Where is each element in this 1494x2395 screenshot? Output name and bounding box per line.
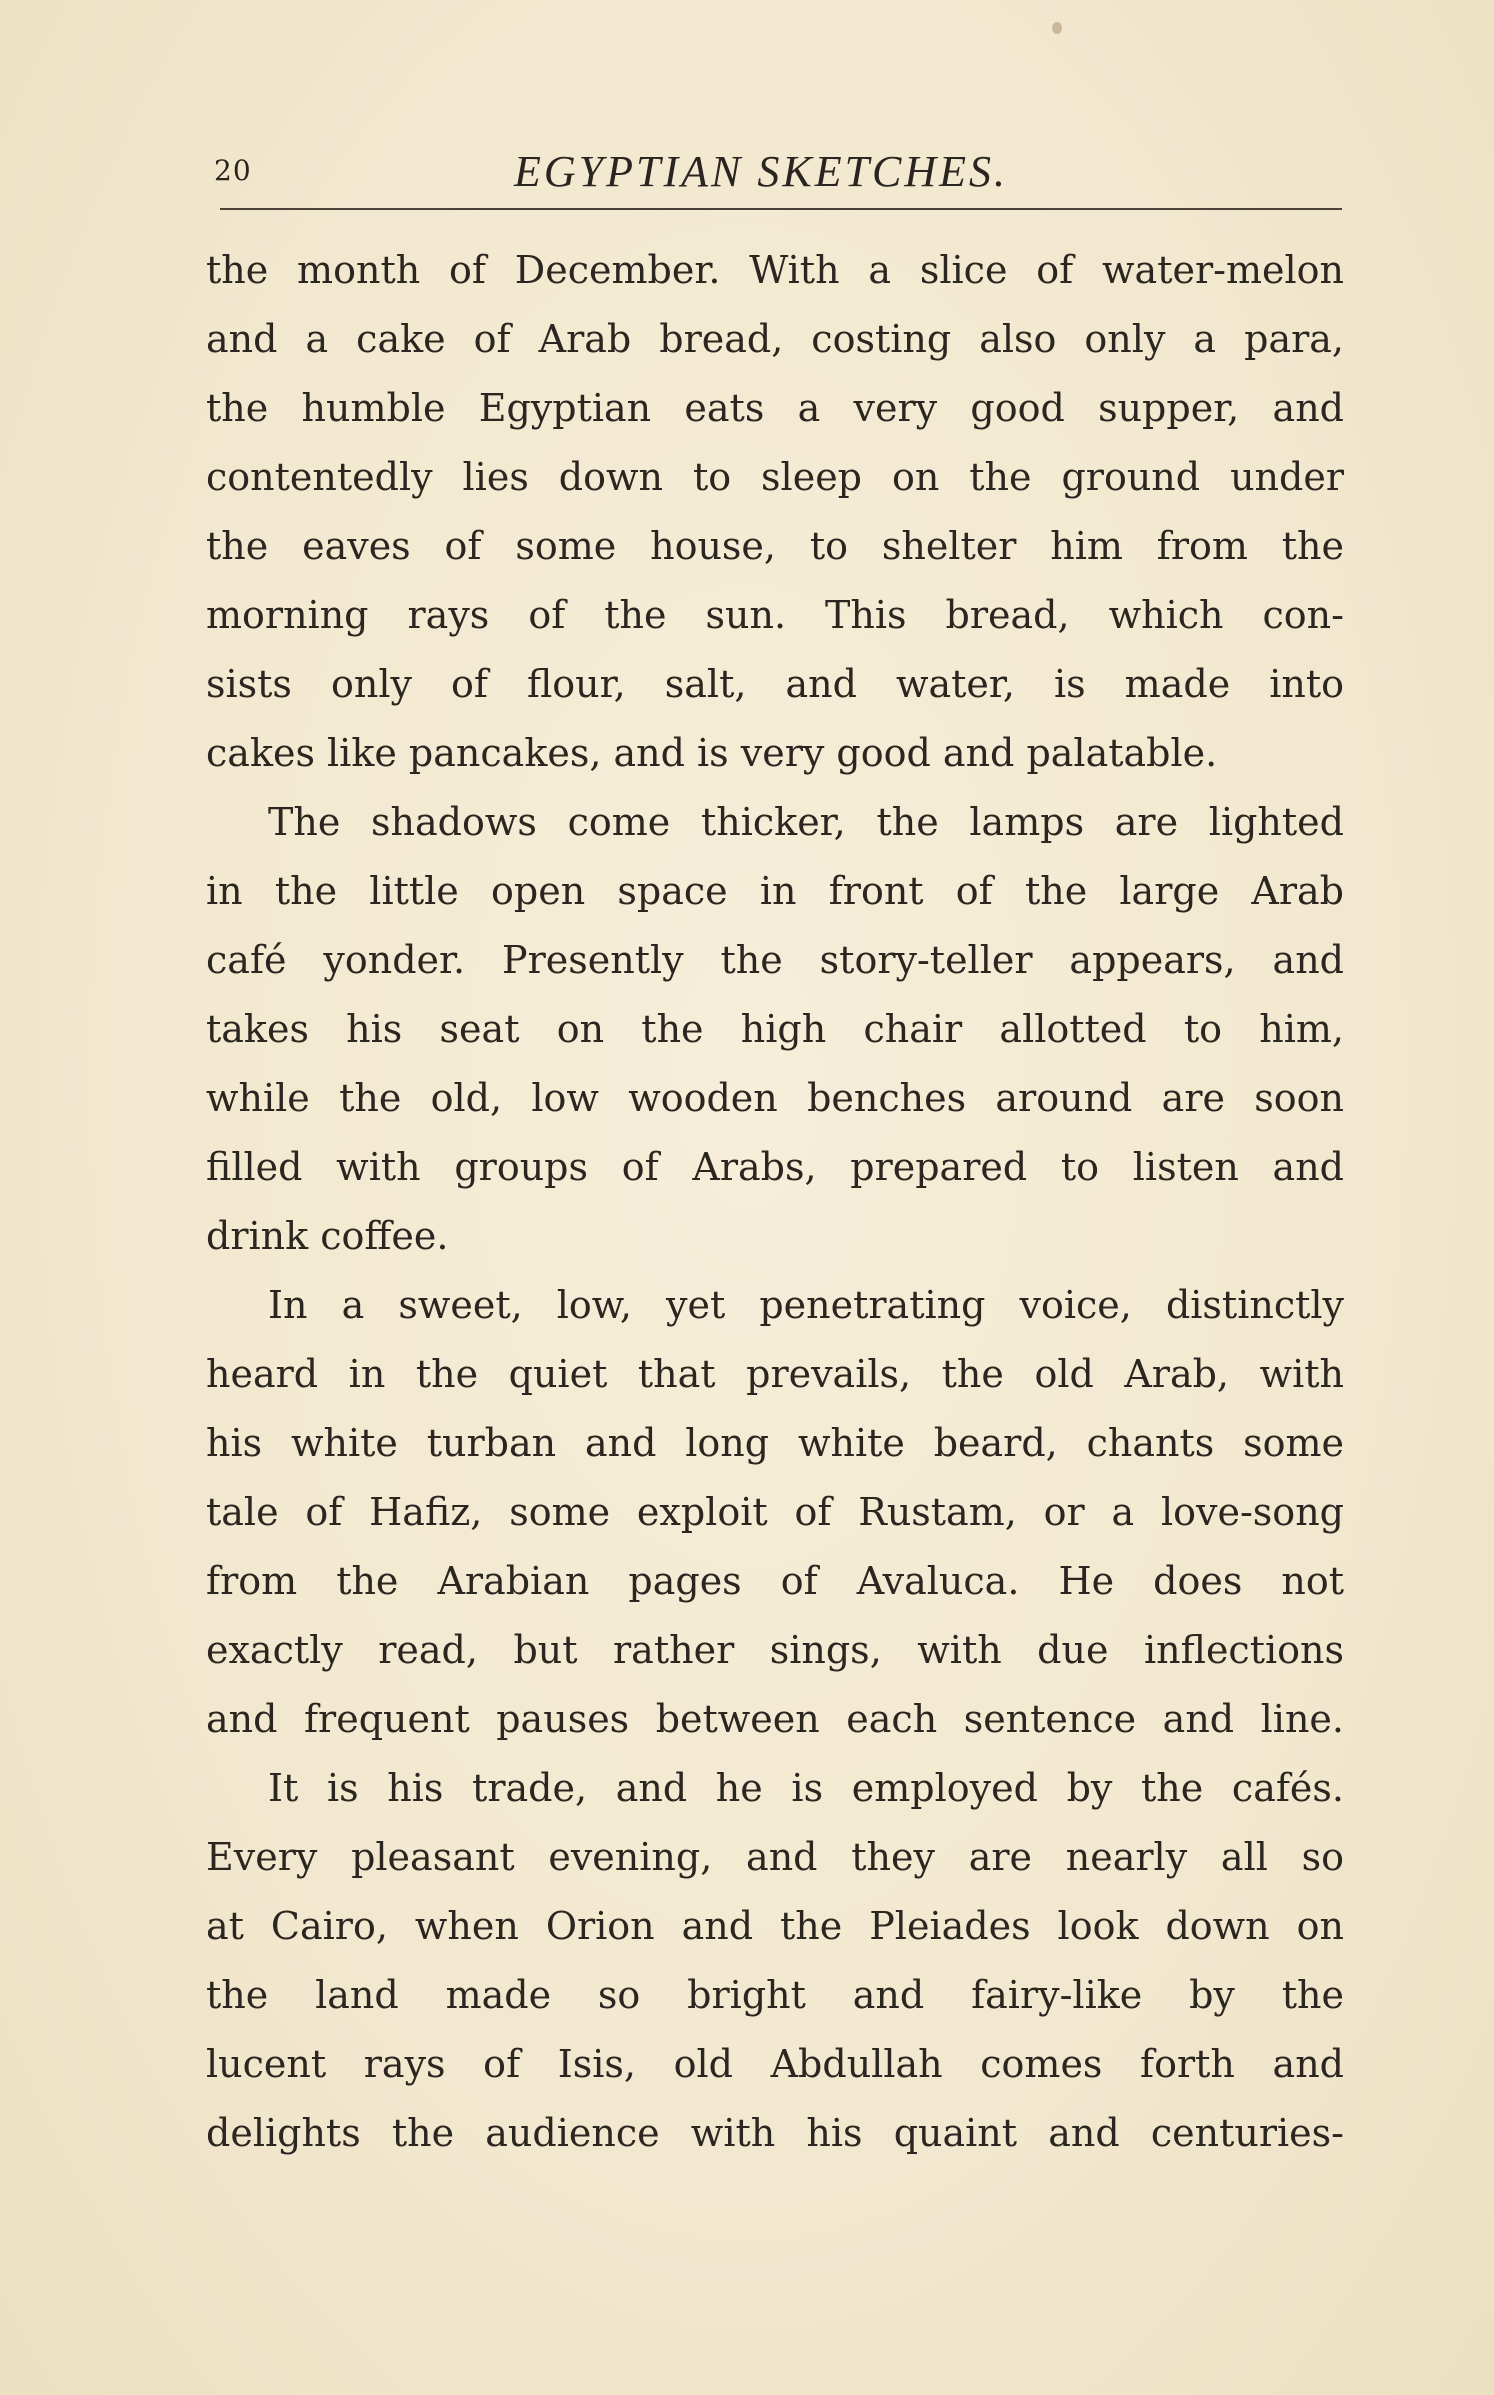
page-header [214, 146, 1340, 206]
text-line: the eaves of some house, to shelter him from the [206, 524, 1344, 568]
text-line: drink coffee. [206, 1214, 449, 1258]
text-line: at Cairo, when Orion and the Pleiades look down on [206, 1904, 1344, 1948]
text-line: and a cake of Arab bread, costing also only a para, [206, 317, 1344, 361]
text-line: from the Arabian pages of Avaluca. He does not [206, 1559, 1344, 1603]
text-line: exactly read, but rather sings, with due inflections [206, 1628, 1344, 1672]
text-line: cakes like pancakes, and is very good and palatable. [206, 731, 1218, 775]
text-line: Every pleasant evening, and they are nearly all so [206, 1835, 1344, 1879]
text-line: and frequent pauses between each sentence and line. [206, 1697, 1344, 1741]
text-line: It is his trade, and he is employed by the cafés. [268, 1766, 1344, 1810]
text-line: the land made so bright and fairy-like by the [206, 1973, 1344, 2017]
body-text [206, 236, 1344, 2168]
text-line: delights the audience with his quaint and centuries- [206, 2111, 1344, 2155]
text-line: the humble Egyptian eats a very good supper, and [206, 386, 1344, 430]
text-line: In a sweet, low, yet penetrating voice, distinctly [268, 1283, 1344, 1327]
text-line: lucent rays of Isis, old Abdullah comes forth and [206, 2042, 1344, 2086]
text-line: filled with groups of Arabs, prepared to listen and [206, 1145, 1344, 1189]
text-line: The shadows come thicker, the lamps are lighted [268, 800, 1344, 844]
text-line: heard in the quiet that prevails, the old Arab, with [206, 1352, 1344, 1396]
page-number: 20 [214, 154, 252, 187]
text-line: his white turban and long white beard, chants some [206, 1421, 1344, 1465]
paper-speck [1052, 22, 1062, 34]
text-line: in the little open space in front of the large Arab [206, 869, 1344, 913]
text-line: takes his seat on the high chair allotted to him, [206, 1007, 1344, 1051]
text-line: the month of December. With a slice of water-melon [206, 248, 1344, 292]
text-line: while the old, low wooden benches around are soon [206, 1076, 1344, 1120]
running-title: EGYPTIAN SKETCHES. [514, 147, 1009, 196]
text-line: morning rays of the sun. This bread, which con- [206, 593, 1344, 637]
text-line: contentedly lies down to sleep on the ground under [206, 455, 1344, 499]
text-line: sists only of flour, salt, and water, is made into [206, 662, 1344, 706]
header-rule [220, 208, 1342, 210]
text-line: café yonder. Presently the story-teller appears, and [206, 938, 1344, 982]
text-line: tale of Hafiz, some exploit of Rustam, or a love-song [206, 1490, 1344, 1534]
